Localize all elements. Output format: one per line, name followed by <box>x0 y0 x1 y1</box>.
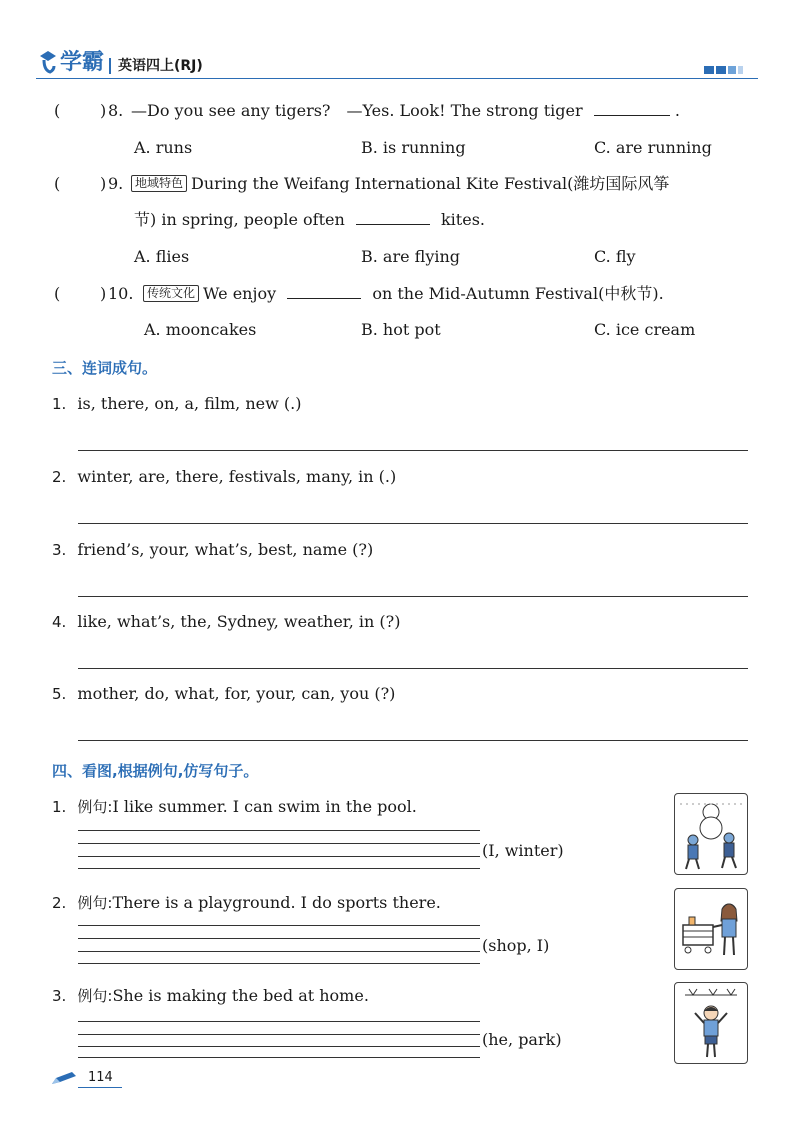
option-a[interactable]: A. mooncakes <box>144 320 257 339</box>
item-number: 1. <box>52 395 67 413</box>
option-a[interactable]: A. runs <box>134 138 193 157</box>
answer-line[interactable] <box>78 740 748 741</box>
hint: (I, winter) <box>482 841 564 860</box>
answer-blank[interactable] <box>356 210 430 225</box>
answer-line[interactable] <box>78 1034 480 1035</box>
answer-line[interactable] <box>78 1057 480 1058</box>
word-list: mother, do, what, for, your, can, you (?) <box>77 684 396 703</box>
imitation-item-1 <box>52 797 652 817</box>
answer-line[interactable] <box>78 938 480 939</box>
answer-line[interactable] <box>78 1021 480 1022</box>
answer-blank[interactable] <box>594 101 670 116</box>
question-number: 9. <box>108 174 124 193</box>
word-list: winter, are, there, festivals, many, in (.) <box>77 467 397 486</box>
header-divider <box>109 58 111 74</box>
answer-paren-close: ) <box>100 101 107 120</box>
park-illustration <box>674 982 748 1064</box>
answer-line[interactable] <box>78 596 748 597</box>
question-number: 10. <box>108 284 134 303</box>
example-label: 例句: <box>77 798 113 816</box>
word-list: like, what’s, the, Sydney, weather, in (?) <box>77 612 401 631</box>
section-3-list <box>52 394 752 754</box>
answer-paren-close: ) <box>100 174 107 193</box>
footer-rule <box>78 1087 122 1088</box>
answer-line[interactable] <box>78 450 748 451</box>
reorder-item-3 <box>52 540 752 560</box>
hint: (shop, I) <box>482 936 550 955</box>
option-c[interactable]: C. ice cream <box>594 320 696 339</box>
reorder-item-2 <box>52 467 752 487</box>
imitation-item-2 <box>52 893 652 913</box>
brand-logo-icon <box>36 48 60 76</box>
word-list: friend’s, your, what’s, best, name (?) <box>77 540 374 559</box>
answer-line[interactable] <box>78 963 480 964</box>
topic-tag: 地域特色 <box>131 175 187 192</box>
question-text: —Do you see any tigers? —Yes. Look! The strong tiger . <box>131 101 680 120</box>
answer-paren-open[interactable]: ( <box>54 101 61 120</box>
option-b[interactable]: B. hot pot <box>361 320 441 339</box>
example-sentence: I like summer. I can swim in the pool. <box>112 797 417 816</box>
shopping-illustration <box>674 888 748 970</box>
answer-blank[interactable] <box>287 284 361 299</box>
section-3-title: 三、连词成句。 <box>52 359 158 377</box>
section-4-title: 四、看图,根据例句,仿写句子。 <box>52 762 259 780</box>
example-sentence: There is a playground. I do sports there. <box>112 893 441 912</box>
hint: (he, park) <box>482 1030 562 1049</box>
example-label: 例句: <box>77 894 113 912</box>
item-number: 2. <box>52 468 67 486</box>
shopping-cart-girl-icon <box>675 889 747 969</box>
item-number: 5. <box>52 685 67 703</box>
item-number: 1. <box>52 798 67 816</box>
header-page-marker <box>704 66 744 74</box>
answer-line[interactable] <box>78 830 480 831</box>
answer-line[interactable] <box>78 856 480 857</box>
question-number: 8. <box>108 101 124 120</box>
page-footer <box>50 1068 130 1090</box>
book-title: 英语四上(RJ) <box>118 58 203 74</box>
winter-illustration <box>674 793 748 875</box>
option-c[interactable]: C. are running <box>594 138 712 157</box>
item-number: 3. <box>52 987 67 1005</box>
option-b[interactable]: B. are flying <box>361 247 461 266</box>
page-number: 114 <box>88 1070 113 1085</box>
reorder-item-1 <box>52 394 752 414</box>
answer-paren-open[interactable]: ( <box>54 174 61 193</box>
item-number: 3. <box>52 541 67 559</box>
answer-paren-close: ) <box>100 284 107 303</box>
page-header <box>36 46 758 80</box>
answer-line[interactable] <box>78 951 480 952</box>
word-list: is, there, on, a, film, new (.) <box>77 394 302 413</box>
item-number: 2. <box>52 894 67 912</box>
example-label: 例句: <box>77 987 113 1005</box>
example-sentence: She is making the bed at home. <box>112 986 369 1005</box>
question-text: 传统文化 We enjoy on the Mid-Autumn Festival(中秋节). <box>143 284 664 304</box>
answer-paren-open[interactable]: ( <box>54 284 61 303</box>
answer-line[interactable] <box>78 1046 480 1047</box>
answer-line[interactable] <box>78 523 748 524</box>
item-number: 4. <box>52 613 67 631</box>
reorder-item-4 <box>52 612 752 632</box>
answer-line[interactable] <box>78 843 480 844</box>
header-rule <box>36 78 758 79</box>
boy-in-park-icon <box>675 983 747 1063</box>
question-9-line2: 节) in spring, people often kites. <box>134 210 485 229</box>
topic-tag: 传统文化 <box>143 285 199 302</box>
option-a[interactable]: A. flies <box>134 247 190 266</box>
answer-line[interactable] <box>78 868 480 869</box>
reorder-item-5 <box>52 684 752 704</box>
brand-name: 学霸 <box>60 50 105 75</box>
question-text: 地域特色 During the Weifang International Kite Festival(潍坊国际风筝 <box>131 174 669 194</box>
option-c[interactable]: C. fly <box>594 247 636 266</box>
option-b[interactable]: B. is running <box>361 138 466 157</box>
snowman-kids-icon <box>675 794 747 874</box>
pencil-icon <box>50 1070 78 1086</box>
imitation-item-3 <box>52 986 652 1006</box>
answer-line[interactable] <box>78 925 480 926</box>
answer-line[interactable] <box>78 668 748 669</box>
